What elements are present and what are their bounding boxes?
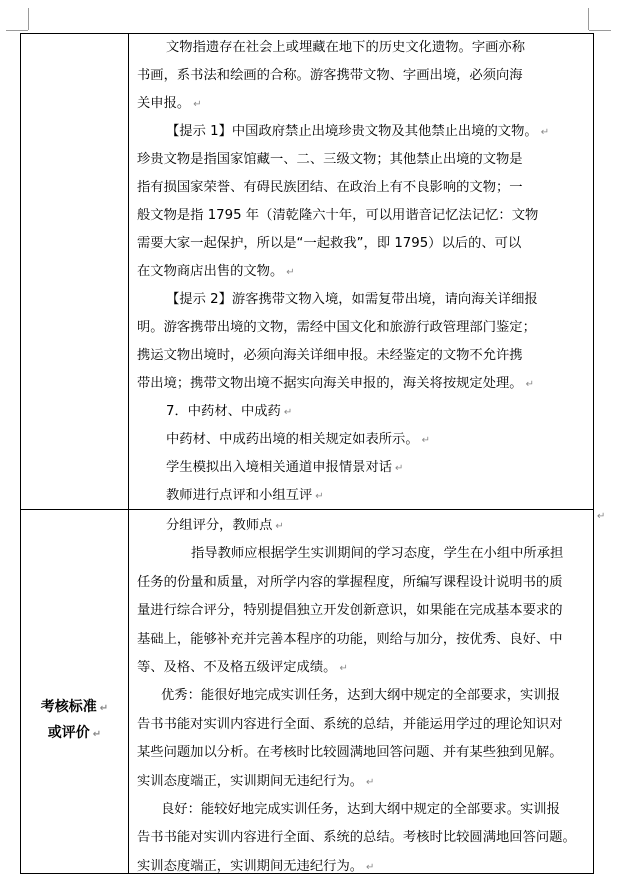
text-line: 7．中药材、中成药 ↵ (166, 404, 293, 419)
content-cell-row2 (137, 512, 589, 881)
paragraph-mark: ↵ (99, 703, 109, 714)
paragraph-mark: ↵ (540, 127, 550, 138)
text-line: 等、及格、不及格五级评定成绩。 ↵ (137, 659, 348, 675)
criteria-label-line2: 或评价 (47, 725, 90, 741)
text-line: 学生模拟出入境相关通道申报情景对话 ↵ (166, 460, 404, 475)
text-line: 任务的份量和质量，对所学内容的掌握程度，所编写课程设计说明书的质 (137, 574, 563, 590)
crop-mark-left-vertical (28, 8, 29, 30)
paragraph-mark: ↵ (193, 99, 202, 110)
paragraph-mark: ↵ (92, 729, 102, 740)
paragraph-mark: ↵ (525, 379, 534, 390)
paragraph-mark: ↵ (366, 861, 375, 873)
crop-mark-right-horizontal (589, 30, 611, 31)
paragraph-mark: ↵ (366, 776, 375, 788)
text-line: 实训态度端正，实训期间无违纪行为。 ↵ (137, 858, 375, 874)
paragraph-mark: ↵ (339, 662, 348, 674)
text-line: 优秀：能很好地完成实训任务，达到大纲中规定的全部要求，实训报 (161, 688, 560, 704)
text-line: 某些问题加以分析。在考核时比较圆满地回答问题、并有某些独到见解。 (137, 745, 563, 761)
crop-mark-left-horizontal (6, 30, 28, 31)
text-line: 告书书能对实训内容进行全面、系统的总结，并能运用学过的理论知识对 (137, 716, 563, 732)
paragraph-mark: ↵ (286, 267, 295, 278)
text-line: 文物指遗存在社会上或埋藏在地下的历史文化遗物。字画亦称 (166, 40, 526, 55)
text-line: 带出境；携带文物出境不据实向海关申报的，海关将按规定处理。 ↵ (137, 376, 534, 391)
paragraph-mark: ↵ (283, 407, 293, 418)
crop-mark-right-vertical (588, 8, 589, 30)
text-line: 教师进行点评和小组互评 ↵ (166, 488, 324, 503)
text-line: 量进行综合评分，特别提倡独立开发创新意识，如果能在完成基本要求的 (137, 603, 563, 619)
paragraph-mark: ↵ (315, 491, 324, 502)
text-line: 般文物是指 1795 年（清乾隆六十年，可以用谐音记忆法记忆：文物 (137, 208, 539, 223)
text-line: 良好：能较好地完成实训任务，达到大纲中规定的全部要求。实训报 (161, 801, 560, 817)
text-line: 关申报。 ↵ (137, 96, 202, 111)
text-line: 实训态度端正，实训期间无违纪行为。 ↵ (137, 773, 375, 789)
text-line: 基础上，能够补充并完善本程序的功能，则给与加分，按优秀、良好、中 (137, 631, 563, 647)
document-table (20, 33, 594, 874)
paragraph-mark: ↵ (421, 435, 431, 446)
column-divider (128, 34, 129, 873)
text-line: 明。游客携带出境的文物，需经中国文化和旅游行政管理部门鉴定； (137, 320, 536, 335)
text-line: 在文物商店出售的文物。 ↵ (137, 264, 295, 279)
text-line: 携运文物出境时，必须向海关详细申报。未经鉴定的文物不允许携 (137, 348, 523, 363)
text-line: 【提示 2】游客携带文物入境，如需复带出境，请向海关详细报 (166, 292, 538, 307)
content-cell-row1 (137, 34, 589, 510)
text-line: 需要大家一起保护，所以是“一起救我”，即 1795）以后的、可以 (137, 236, 522, 251)
paragraph-mark: ↵ (395, 463, 404, 474)
text-line: 【提示 1】中国政府禁止出境珍贵文物及其他禁止出境的文物。 ↵ (166, 124, 550, 139)
criteria-label (21, 694, 128, 746)
text-line: 指有损国家荣誉、有碍民族团结、在政治上有不良影响的文物；一 (137, 180, 523, 195)
text-line: 书画，系书法和绘画的合称。游客携带文物、字画出境，必须向海 (137, 68, 523, 83)
text-line: 珍贵文物是指国家馆藏一、二、三级文物；其他禁止出境的文物是 (137, 152, 523, 167)
text-line: 分组评分，教师点 ↵ (166, 518, 284, 533)
text-line: 中药材、中成药出境的相关规定如表所示。 ↵ (166, 432, 431, 447)
text-line: 指导教师应根据学生实训期间的学习态度，学生在小组中所承担 (191, 546, 564, 562)
criteria-label-line1: 考核标准 (40, 699, 97, 715)
paragraph-mark: ↵ (275, 521, 284, 532)
text-line: 告书书能对实训内容进行全面、系统的总结。考核时比较圆满地回答问题。 (137, 830, 576, 846)
cell-end-mark: ↵ (597, 511, 606, 522)
